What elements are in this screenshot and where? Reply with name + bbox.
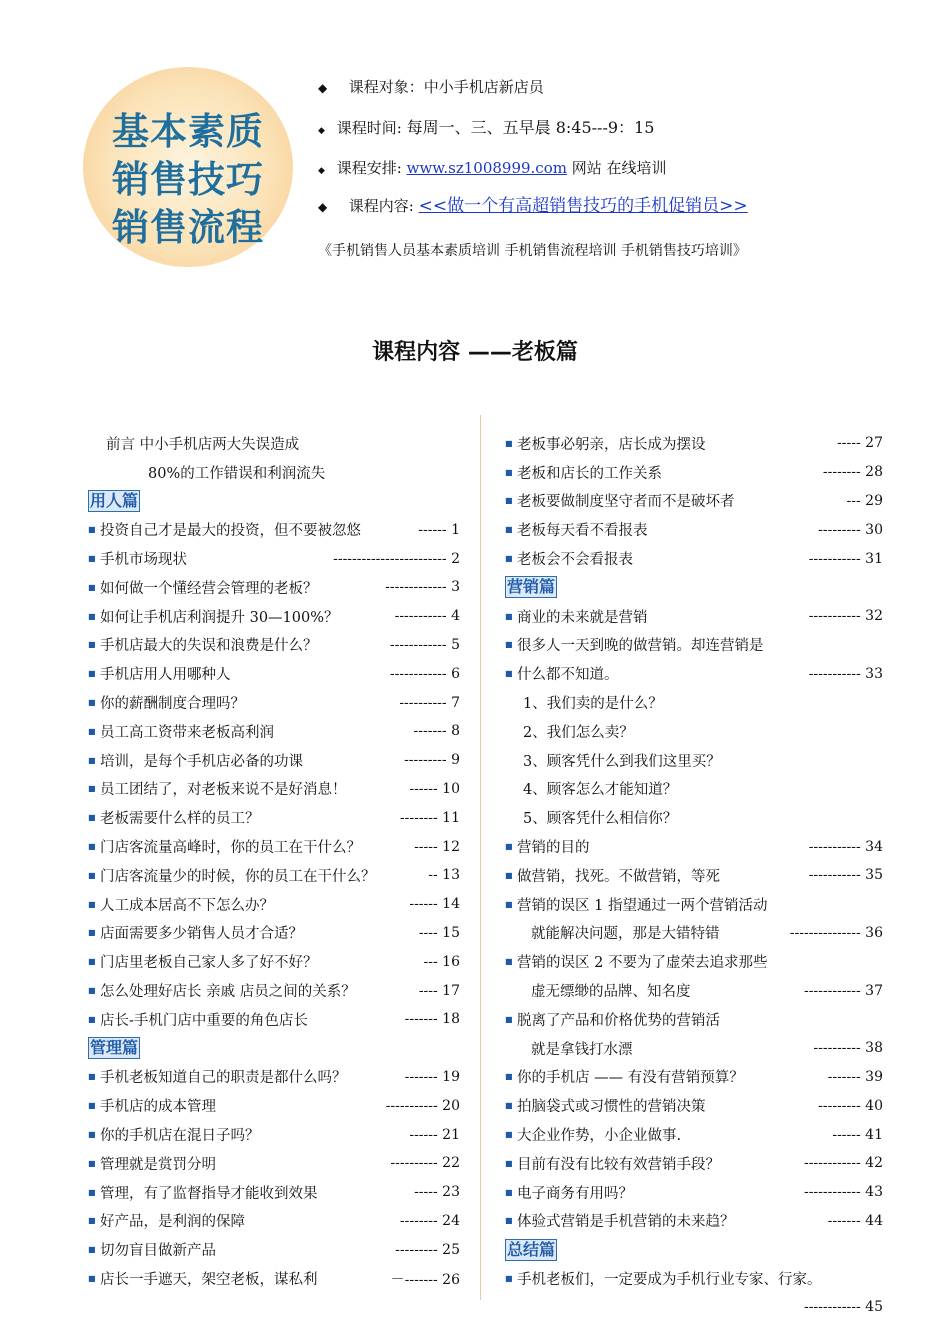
toc-item-text: 就是拿钱打水漂 (531, 1041, 633, 1058)
square-bullet-icon: ■ (505, 525, 513, 535)
square-bullet-icon: ■ (88, 813, 96, 823)
section-heading (88, 487, 460, 516)
section-label: 总结篇 (507, 1239, 556, 1259)
toc-page-number: --- 16 (423, 953, 460, 970)
toc-page-number: ----------- 20 (385, 1097, 460, 1114)
toc-page-number: ------- 8 (413, 723, 460, 740)
section-label: 营销篇 (507, 577, 556, 597)
square-bullet-icon: ■ (88, 640, 96, 650)
toc-page-number: -------- 28 (822, 464, 883, 481)
toc-item-text: 老板需要什么样的员工？ (100, 811, 260, 828)
square-bullet-icon: ■ (505, 1216, 513, 1226)
toc-item-text: 4、顾客怎么才能知道？ (523, 782, 678, 799)
toc-item[interactable] (88, 602, 460, 631)
square-bullet-icon: ■ (505, 1274, 513, 1283)
square-bullet-icon: ■ (505, 842, 513, 852)
logo-line-2: 销售技巧 (112, 158, 264, 201)
toc-item-text: 怎么处理好店长 亲戚 店员之间的关系？ (100, 984, 356, 1001)
toc-right-column (505, 429, 883, 1322)
toc-page-number: ----- 27 (837, 435, 883, 452)
toc-page-number: ----------- 31 (808, 550, 883, 567)
toc-page-number: --------- 9 (404, 752, 460, 769)
toc-text-line[interactable] (505, 803, 883, 832)
toc-text-line[interactable] (505, 1034, 883, 1063)
toc-item-text: 手机店最大的失误和浪费是什么？ (100, 638, 318, 655)
section-heading (88, 1034, 460, 1063)
toc-text-line[interactable] (505, 746, 883, 775)
square-bullet-icon: ■ (505, 438, 513, 448)
toc-item-text: 营销的目的 (517, 840, 590, 857)
toc-item[interactable] (88, 717, 460, 746)
square-bullet-icon: ■ (505, 1158, 513, 1168)
toc-page-number: ----------- 32 (808, 608, 883, 625)
toc-item[interactable] (505, 1178, 883, 1207)
toc-item[interactable] (88, 803, 460, 832)
toc-page-number: ------- 39 (827, 1068, 883, 1085)
toc-item-text: 老板会不会看报表 (517, 552, 633, 569)
toc-item-text: 管理，有了监督指导才能收到效果 (100, 1185, 318, 1202)
square-bullet-icon: ■ (88, 1130, 96, 1140)
toc-item-text: 体验式营销是手机营销的未来趋？ (517, 1214, 735, 1231)
toc-page-number: -------- 24 (399, 1212, 460, 1229)
toc-item-text: 很多人一天到晚的做营销。却连营销是 (517, 638, 764, 655)
toc-item[interactable] (88, 1149, 460, 1178)
square-bullet-icon: ■ (88, 611, 96, 621)
toc-page-number: ----- 23 (414, 1184, 460, 1201)
toc-item[interactable] (88, 1120, 460, 1149)
toc-page-number: ---------- 22 (390, 1155, 460, 1172)
toc-item-text: 脱离了产品和价格优势的营销活 (517, 1012, 720, 1029)
toc-page-number: ------------ 43 (803, 1184, 883, 1201)
toc-item[interactable] (88, 976, 460, 1005)
toc-page-number: -- 13 (428, 867, 460, 884)
toc-item[interactable] (88, 746, 460, 775)
square-bullet-icon: ■ (88, 1072, 96, 1082)
course-content: ◆ 课程内容: <<做一个有高超销售技巧的手机促销员>> (318, 196, 748, 216)
toc-item[interactable] (505, 947, 883, 976)
square-bullet-icon: ■ (88, 986, 96, 996)
square-bullet-icon: ■ (88, 755, 96, 765)
square-bullet-icon: ■ (88, 698, 96, 708)
toc-page-number: ------- 44 (827, 1212, 883, 1229)
diamond-bullet-icon: ◆ (318, 81, 328, 95)
toc-item-text: 如何让手机店利润提升 30—100%？ (100, 609, 339, 626)
toc-page-number: ---- 17 (418, 982, 460, 999)
toc-page-number: --- 29 (846, 492, 883, 509)
square-bullet-icon: ■ (88, 1245, 96, 1255)
toc-item-text: 老板和店长的工作关系 (517, 465, 662, 482)
square-bullet-icon: ■ (88, 784, 96, 794)
toc-item[interactable] (88, 919, 460, 948)
toc-item-text: 投资自己才是最大的投资，但不要被忽悠 (100, 523, 361, 540)
section-heading (505, 573, 883, 602)
square-bullet-icon: ■ (88, 1158, 96, 1168)
toc-page-number: ------------ 42 (803, 1155, 883, 1172)
toc-left-column (88, 429, 460, 1293)
toc-page-number: ----- 12 (414, 838, 460, 855)
toc-page-number: ------ 41 (832, 1126, 883, 1143)
toc-page-number: ------- 18 (404, 1011, 460, 1028)
toc-item[interactable] (88, 1235, 460, 1264)
toc-page-number: ------------ 45 (803, 1299, 883, 1316)
square-bullet-icon: ■ (505, 496, 513, 506)
page-title: 课程内容 ——老板篇 (372, 340, 578, 365)
toc-page-number: --------- 40 (818, 1097, 883, 1114)
toc-page-number: --------------- 36 (789, 924, 883, 941)
toc-page-number: ------------- 3 (385, 579, 460, 596)
toc-item[interactable] (505, 861, 883, 890)
toc-page-number: ---------- 7 (399, 694, 460, 711)
toc-item[interactable] (505, 1120, 883, 1149)
toc-item[interactable] (505, 1005, 883, 1034)
toc-item-text: 拍脑袋式或习惯性的营销决策 (517, 1099, 706, 1116)
toc-item-text: 目前有没有比较有效营销手段？ (517, 1156, 720, 1173)
toc-item[interactable] (88, 1178, 460, 1207)
toc-item-text: 员工团结了，对老板来说不是好消息！ (100, 782, 347, 799)
square-bullet-icon: ■ (88, 726, 96, 736)
toc-item-text: 手机店的成本管理 (100, 1099, 216, 1116)
toc-page-number: ------ 10 (409, 780, 460, 797)
section-label: 用人篇 (90, 490, 139, 510)
course-books: 《手机销售人员基本素质培训 手机销售流程培训 手机销售技巧培训》 (318, 243, 747, 259)
toc-item-text: 什么都不知道。 (517, 667, 619, 684)
toc-item-text: 你的手机店 —— 有没有营销预算？ (517, 1070, 744, 1087)
section-label: 管理篇 (90, 1038, 139, 1058)
toc-item[interactable] (505, 631, 883, 660)
toc-item-text: 管理就是赏罚分明 (100, 1156, 216, 1173)
diamond-bullet-icon: ◆ (318, 126, 325, 136)
square-bullet-icon: ■ (505, 1101, 513, 1111)
toc-item-text: 好产品，是利润的保障 (100, 1214, 245, 1231)
toc-item-text: 如何做一个懂经营会管理的老板？ (100, 580, 318, 597)
toc-page-number: ------------ 37 (803, 982, 883, 999)
toc-item[interactable] (505, 458, 883, 487)
toc-item-text: 老板事必躬亲，店长成为摆设 (517, 436, 706, 453)
square-bullet-icon: ■ (88, 870, 96, 880)
diamond-bullet-icon: ◆ (318, 166, 325, 176)
toc-item[interactable] (88, 947, 460, 976)
toc-item[interactable] (505, 487, 883, 516)
course-arrangement: ◆ 课程安排: www.sz1008999.com 网站 在线培训 (318, 159, 667, 177)
toc-page-number: ----------- 33 (808, 665, 883, 682)
square-bullet-icon: ■ (88, 957, 96, 967)
toc-item-text: 你的手机店在混日子吗？ (100, 1128, 260, 1145)
course-time: ◆ 课程时间: 每周一、三、五早晨 8:45---9：15 (318, 118, 655, 137)
toc-page-number: --------- 25 (395, 1241, 460, 1258)
square-bullet-icon: ■ (88, 1101, 96, 1111)
square-bullet-icon: ■ (505, 1187, 513, 1197)
square-bullet-icon: ■ (88, 1274, 96, 1283)
square-bullet-icon: ■ (88, 1187, 96, 1197)
toc-page-number: ----------- 4 (394, 608, 460, 625)
toc-item-text: 5、顾客凭什么相信你？ (523, 811, 678, 828)
toc-item[interactable] (88, 573, 460, 602)
toc-item[interactable] (505, 1149, 883, 1178)
toc-item[interactable] (505, 1264, 883, 1293)
toc-item[interactable] (88, 775, 460, 804)
square-bullet-icon: ■ (505, 611, 513, 621)
toc-item[interactable] (505, 1207, 883, 1236)
toc-item-text: 商业的未来就是营销 (517, 609, 648, 626)
toc-item-text: 2、我们怎么卖？ (523, 724, 634, 741)
square-bullet-icon: ■ (505, 1014, 513, 1024)
toc-item[interactable] (88, 688, 460, 717)
toc-item-text: 老板要做制度坚守者而不是破坏者 (517, 494, 735, 511)
toc-item[interactable] (88, 1063, 460, 1092)
toc-text-line[interactable] (88, 429, 460, 458)
toc-item[interactable] (505, 1063, 883, 1092)
toc-text-line[interactable] (505, 976, 883, 1005)
toc-item-text: 营销的误区 2 不要为了虚荣去追求那些 (517, 955, 768, 972)
toc-item[interactable] (505, 659, 883, 688)
toc-item[interactable] (505, 890, 883, 919)
toc-text-line[interactable] (505, 1293, 883, 1322)
toc-item[interactable] (88, 659, 460, 688)
toc-item[interactable] (88, 1264, 460, 1293)
diamond-bullet-icon: ◆ (318, 200, 328, 214)
toc-page-number: -------- 11 (399, 809, 460, 826)
toc-item[interactable] (88, 515, 460, 544)
toc-item-text: 手机老板们，一定要成为手机行业专家、行家。 (517, 1272, 822, 1288)
toc-page-number: ------------------------ 2 (333, 550, 460, 567)
square-bullet-icon: ■ (88, 1216, 96, 1226)
square-bullet-icon: ■ (88, 1014, 96, 1024)
toc-text-line[interactable] (505, 717, 883, 746)
toc-item[interactable] (88, 1207, 460, 1236)
toc-item-text: 门店里老板自己家人多了好不好？ (100, 955, 318, 972)
toc-item[interactable] (505, 544, 883, 573)
toc-item[interactable] (88, 1091, 460, 1120)
square-bullet-icon: ■ (505, 467, 513, 477)
toc-text-line[interactable] (505, 688, 883, 717)
toc-item-text: 就能解决问题，那是大错特错 (531, 926, 720, 943)
toc-item-text: 电子商务有用吗？ (517, 1185, 633, 1202)
toc-page-number: ----------- 35 (808, 867, 883, 884)
logo-line-3: 销售流程 (112, 206, 264, 249)
toc-item-text: 门店客流量高峰时，你的员工在干什么？ (100, 840, 361, 857)
toc-page-number: ------------ 6 (389, 665, 460, 682)
course-audience: ◆ 课程对象：中小手机店新店员 (318, 78, 544, 96)
square-bullet-icon: ■ (88, 842, 96, 852)
toc-page-number: ------- 19 (404, 1068, 460, 1085)
toc-page-number: --------- 30 (818, 521, 883, 538)
toc-item-text: 切勿盲目做新产品 (100, 1243, 216, 1260)
toc-page-number: －------- 26 (390, 1271, 460, 1288)
toc-item[interactable] (505, 1091, 883, 1120)
toc-item-text: 你的薪酬制度合理吗？ (100, 696, 245, 713)
toc-item[interactable] (88, 1005, 460, 1034)
toc-item-text: 店长-手机门店中重要的角色店长 (100, 1012, 308, 1029)
square-bullet-icon: ■ (505, 1072, 513, 1082)
square-bullet-icon: ■ (88, 525, 96, 535)
toc-page-number: ----------- 34 (808, 838, 883, 855)
toc-item-text: 大企业作势，小企业做事. (517, 1128, 682, 1145)
toc-page-number: ------ 21 (409, 1126, 460, 1143)
toc-item[interactable] (505, 429, 883, 458)
toc-item[interactable] (505, 515, 883, 544)
toc-item[interactable] (88, 631, 460, 660)
toc-item-text: 店长一手遮天，架空老板，谋私利 (100, 1272, 318, 1288)
toc-item-text: 老板每天看不看报表 (517, 523, 648, 540)
course-logo (83, 67, 293, 267)
toc-item-text: 手机老板知道自己的职责是都什么吗？ (100, 1070, 347, 1087)
square-bullet-icon: ■ (88, 554, 96, 564)
square-bullet-icon: ■ (505, 669, 513, 679)
toc-page-number: ------ 14 (409, 896, 460, 913)
square-bullet-icon: ■ (505, 870, 513, 880)
square-bullet-icon: ■ (88, 899, 96, 909)
toc-item-text: 1、我们卖的是什么？ (523, 696, 663, 713)
toc-text-line[interactable] (88, 458, 460, 487)
square-bullet-icon: ■ (505, 1130, 513, 1140)
logo-line-1: 基本素质 (112, 110, 264, 153)
toc-item-text: 人工成本居高不下怎么办？ (100, 897, 274, 914)
toc-text-line[interactable] (505, 919, 883, 948)
column-divider (480, 415, 481, 1300)
toc-page-number: ---------- 38 (813, 1040, 883, 1057)
toc-item-text: 员工高工资带来老板高利润 (100, 724, 274, 741)
toc-page-number: ------ 1 (418, 521, 460, 538)
toc-item-text: 虚无缥缈的品牌、知名度 (531, 984, 691, 1001)
square-bullet-icon: ■ (505, 640, 513, 650)
toc-page-number: ---- 15 (418, 924, 460, 941)
toc-item-text: 前言 中小手机店两大失误造成 (106, 436, 300, 453)
toc-item-text: 手机市场现状 (100, 552, 187, 569)
toc-text-line[interactable] (505, 775, 883, 804)
toc-item-text: 3、顾客凭什么到我们这里买？ (523, 753, 721, 770)
toc-item-text: 门店客流量少的时候，你的员工在干什么？ (100, 868, 376, 885)
section-heading (505, 1235, 883, 1264)
toc-item-text: 营销的误区 1 指望通过一两个营销活动 (517, 897, 768, 914)
toc-item-text: 做营销，找死。不做营销，等死 (517, 868, 720, 885)
toc-item-text: 店面需要多少销售人员才合适？ (100, 926, 303, 943)
toc-item-text: 培训，是每个手机店必备的功课 (100, 753, 303, 770)
toc-item[interactable] (88, 861, 460, 890)
toc-item[interactable] (88, 544, 460, 573)
square-bullet-icon: ■ (505, 899, 513, 909)
course-content-link[interactable]: <<做一个有高超销售技巧的手机促销员>> (418, 196, 748, 216)
toc-item[interactable] (505, 602, 883, 631)
square-bullet-icon: ■ (88, 669, 96, 679)
square-bullet-icon: ■ (88, 928, 96, 938)
toc-item[interactable] (505, 832, 883, 861)
square-bullet-icon: ■ (88, 582, 96, 592)
toc-item[interactable] (88, 890, 460, 919)
square-bullet-icon: ■ (505, 554, 513, 564)
toc-item-text: 手机店用人用哪种人 (100, 667, 231, 684)
toc-item[interactable] (88, 832, 460, 861)
square-bullet-icon: ■ (505, 957, 513, 967)
toc-page-number: ------------ 5 (389, 636, 460, 653)
toc-item-text: 80%的工作错误和利润流失 (148, 465, 326, 482)
website-link[interactable]: www.sz1008999.com (406, 159, 567, 177)
